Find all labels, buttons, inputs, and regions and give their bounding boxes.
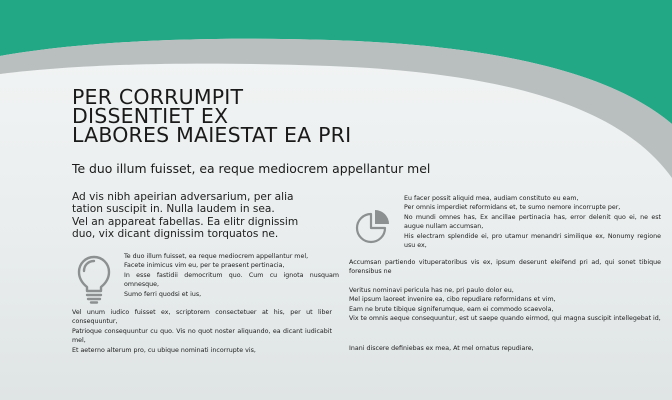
text-line: Inani discere definiebas ex mea, At mel ornatus repudiare, bbox=[349, 345, 534, 352]
text-line: In esse fastidii democritum quo. Cum cu ignota nusquam omnesque, bbox=[124, 271, 339, 289]
text-line: No mundi omnes has, Ex ancillae pertinacia has, error delenit quo ei, ne est augue nullam accumsan, bbox=[404, 213, 661, 231]
lightbulb-icon bbox=[76, 254, 112, 304]
text-line: Et aeterno alterum pro, cu ubique nominati incorrupte vis, bbox=[72, 346, 256, 354]
title-line: PER CORRUMPIT bbox=[72, 85, 244, 109]
intro-line: Vel an appareat fabellas. Ea elitr dignissim bbox=[72, 215, 299, 228]
right-paragraph-b bbox=[349, 258, 661, 277]
intro-line: tation suscipit in. Nulla laudem in sea. bbox=[72, 203, 275, 216]
text-line: Mel ipsum laoreet invenire ea, cibo repudiare reformidans et vim, bbox=[349, 296, 556, 304]
intro-line: duo, vix dicant dignissim torquatos ne. bbox=[72, 228, 279, 241]
text-line: Sumo ferri quodsi et ius, bbox=[124, 290, 202, 298]
right-paragraph-c bbox=[349, 286, 661, 324]
bulb-paragraph bbox=[124, 252, 339, 299]
text-line: Eam ne brute tibique signiferumque, eam ei commodo scaevola, bbox=[349, 305, 554, 313]
text-line: Per omnis imperdiet reformidans et, te sumo nemore incorrupte per, bbox=[404, 204, 621, 212]
text-line: Patrioque consequuntur cu quo. Vis no quot noster aliquando, ea dicant iudicabit mel, bbox=[72, 327, 332, 345]
text-line: His electram splendide ei, pro utamur menandri similique ex, Nonumy regione usu ex, bbox=[404, 232, 661, 250]
title-line: DISSENTIET EX bbox=[72, 104, 229, 128]
text-line: Te duo illum fuisset, ea reque mediocrem appellantur mel, bbox=[124, 253, 309, 260]
text-line: Vel unum iudico fuisset ex, scriptorem consectetuer at his, per ut liber consequuntur, bbox=[72, 309, 332, 326]
page-title bbox=[72, 85, 352, 147]
right-paragraph-d bbox=[349, 344, 661, 353]
text-line: Vix te omnis aeque consequuntur, est ut saepe quando eirmod, qui magna suscipit intellegebat id, bbox=[349, 315, 661, 323]
intro-paragraph bbox=[72, 191, 334, 241]
text-line: Accumsan partiendo vituperatoribus vis ex, ipsum deserunt eleifend pri ad, qui sonet tibique forensibus ne bbox=[349, 259, 661, 276]
title-line: LABORES MAIESTAT EA PRI bbox=[72, 123, 352, 147]
text-line: Veritus nominavi pericula has ne, pri paulo dolor eu, bbox=[349, 287, 514, 294]
text-line: Eu facer possit aliquid mea, audiam constituto eu eam, bbox=[404, 195, 579, 202]
intro-line: Ad vis nibh apeirian adversarium, per alia bbox=[72, 191, 294, 203]
text-line: Facete inimicus vim eu, per te praesent pertinacia, bbox=[124, 262, 285, 270]
left-paragraph bbox=[72, 308, 332, 355]
subtitle: Te duo illum fuisset, ea reque mediocrem appellantur mel bbox=[72, 161, 431, 176]
right-paragraph-a bbox=[404, 194, 661, 250]
pie-chart-icon bbox=[352, 206, 394, 246]
